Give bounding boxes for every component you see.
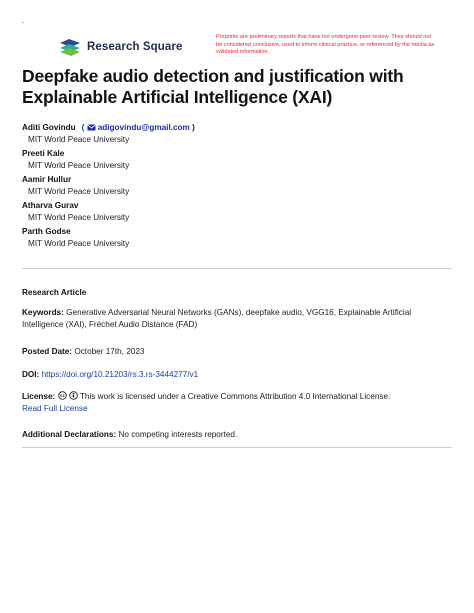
author-name: Preeti Kale (22, 149, 65, 158)
preprint-notice: Preprints are preliminary reports that have not undergone peer review. They should not be considered conclusive, used to inform clinical practice, or referenced by the media as validated information. (216, 34, 435, 55)
author-email-link[interactable]: ( adigovindu@gmail.com ) (81, 123, 195, 132)
additional-declarations (22, 429, 452, 441)
author-affiliation: MIT World Peace University (28, 135, 130, 144)
author-entry (22, 121, 452, 147)
research-square-logo[interactable] (60, 38, 182, 56)
keywords-value: Generative Adversarial Neural Networks (GANs), deepfake audio, VGG16, Explainable Artificial Intelligence (XAI), Fréchet Audio Distance (FAD) (22, 308, 412, 329)
logo-text: Research Square (87, 41, 183, 53)
author-affiliation: MIT World Peace University (28, 161, 130, 170)
posted-date-label: Posted Date: (22, 347, 73, 356)
author-entry (22, 225, 452, 251)
mail-icon (87, 124, 96, 131)
author-affiliation: MIT World Peace University (28, 213, 130, 222)
license-text: This work is licensed under a Creative Commons Attribution 4.0 International License. (79, 392, 391, 401)
section-divider (22, 268, 452, 269)
creative-commons-icon (58, 391, 67, 400)
page-mark (22, 22, 24, 23)
license (22, 391, 452, 415)
paper-title: Deepfake audio detection and justification with Explainable Artificial Intelligence (XAI) (22, 66, 404, 107)
declarations-label: Additional Declarations: (22, 430, 117, 439)
author-name: Aditi Govindu (22, 123, 76, 132)
article-type (22, 287, 452, 299)
author-affiliation: MIT World Peace University (28, 187, 130, 196)
read-full-license-link[interactable]: Read Full License (22, 404, 88, 413)
posted-date-value: October 17th, 2023 (74, 347, 145, 356)
attribution-icon (69, 391, 78, 400)
keywords-label: Keywords: (22, 308, 64, 317)
keywords (22, 307, 452, 331)
author-name: Atharva Gurav (22, 201, 79, 210)
author-name: Parth Godse (22, 227, 71, 236)
research-square-logo-icon (60, 38, 82, 56)
author-entry (22, 147, 452, 173)
svg-text:cc: cc (59, 393, 65, 399)
posted-date (22, 346, 452, 358)
declarations-value: No competing interests reported. (118, 430, 238, 439)
license-label: License: (22, 392, 56, 401)
section-divider (22, 447, 452, 448)
author-email: adigovindu@gmail.com (97, 123, 190, 132)
author-affiliation: MIT World Peace University (28, 239, 130, 248)
doi-label: DOI: (22, 370, 40, 379)
author-entry (22, 199, 452, 225)
author-name: Aamir Hullur (22, 175, 72, 184)
article-type-label: Research Article (22, 288, 87, 297)
doi (22, 369, 452, 381)
author-list (22, 121, 452, 251)
doi-link[interactable]: https://doi.org/10.21203/rs.3.rs-3444277/v1 (41, 370, 199, 379)
author-entry (22, 173, 452, 199)
